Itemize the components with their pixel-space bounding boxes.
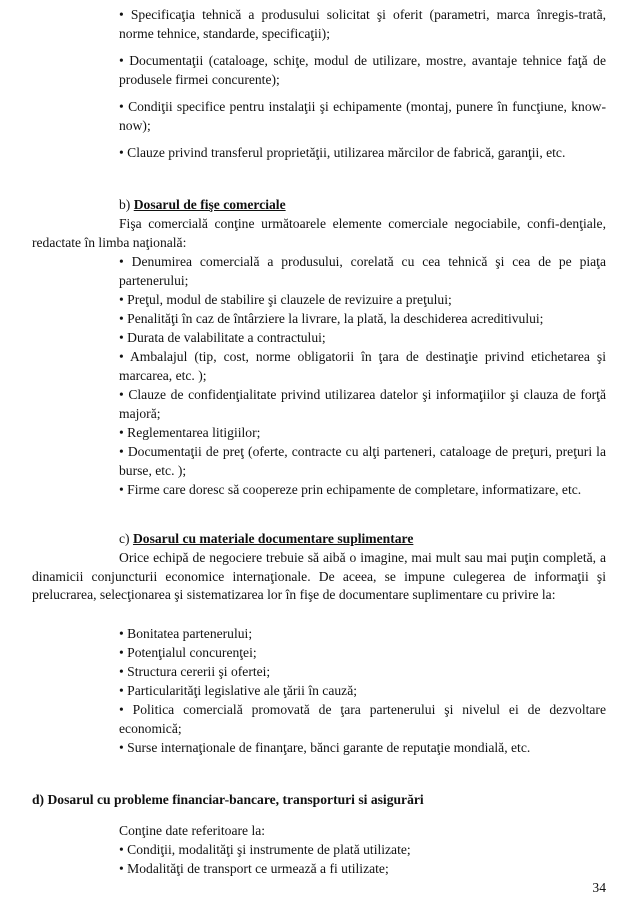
section-b-intro: Fişa comercială conţine următoarele elemente comerciale negociabile, confi-denţiale, redactate în limba naţională: (32, 216, 606, 250)
list-item: • Clauze privind transferul proprietăţii, utilizarea mărcilor de fabrică, garanţii, etc. (119, 145, 566, 160)
list-item: • Penalităţi în caz de întârziere la livrare, la plată, la deschiderea acreditivului; (119, 311, 544, 326)
list-item: • Documentaţii de preţ (oferte, contracte cu alţi parteneri, cataloage de preţuri, preţuri la burse, etc. ); (119, 444, 606, 478)
list-item: • Condiţii specifice pentru instalaţii şi echipamente (montaj, punere în funcţiune, know-now); (119, 99, 606, 133)
list-item: • Ambalajul (tip, cost, norme obligatorii în ţara de destinaţie privind etichetarea şi marcarea, etc. ); (119, 349, 606, 383)
list-item: • Reglementarea litigiilor; (119, 425, 261, 440)
list-item: • Specificaţia tehnică a produsului solicitat şi oferit (parametri, marca înregis-tratã, norme tehnice, standarde, specificaţii); (119, 7, 606, 41)
section-d-heading: d) Dosarul cu probleme financiar-bancare, transporturi si asigurări (32, 792, 424, 807)
list-item: • Modalităţi de transport ce urmează a fi utilizate; (119, 861, 389, 876)
section-b-prefix: b) (119, 197, 134, 212)
list-item: • Preţul, modul de stabilire şi clauzele de revizuire a preţului; (119, 292, 452, 307)
section-b-title: Dosarul de fişe comerciale (133, 197, 286, 212)
list-item: • Clauze de confidenţialitate privind utilizarea datelor şi informaţiilor şi clauza de forţă majoră; (119, 387, 606, 421)
page-number: 34 (592, 880, 606, 895)
list-item: • Particularităţi legislative ale ţării în cauză; (119, 683, 358, 698)
list-item: • Bonitatea partenerului; (119, 626, 253, 641)
list-item: • Potenţialul concurenţei; (119, 645, 257, 660)
section-d-intro: Conţine date referitoare la: (119, 823, 266, 838)
section-b-heading (119, 196, 606, 215)
section-c-title: Dosarul cu materiale documentare suplimentare (132, 531, 414, 546)
list-item: • Politica comercială promovată de ţara partenerului şi nivelul ei de dezvoltare economică; (119, 702, 606, 736)
section-c-intro: Orice echipă de negociere trebuie să aibă o imagine, mai mult sau mai puţin completă, a dinamicii conjuncturii economice internaţionale. De aceea, se impune culegerea de informaţii şi prelucrarea, selecţionarea şi sistematizarea lor în fişe de documentare suplimentare cu privire la: (32, 550, 606, 603)
list-item: • Denumirea comercială a produsului, corelată cu cea tehnică şi cea de pe piaţa partenerului; (119, 254, 606, 288)
list-item: • Surse internaţionale de finanţare, bănci garante de reputaţie mondială, etc. (119, 740, 531, 755)
list-item: • Condiţii, modalităţi şi instrumente de plată utilizate; (119, 842, 411, 857)
list-item: • Documentaţii (cataloage, schiţe, modul de utilizare, mostre, avantaje tehnice faţă de produsele firmei concurente); (119, 53, 606, 87)
list-item: • Durata de valabilitate a contractului; (119, 330, 326, 345)
section-c-heading (119, 530, 606, 549)
list-item: • Firme care doresc să coopereze prin echipamente de completare, informatizare, etc. (119, 482, 582, 497)
list-item: • Structura cererii şi ofertei; (119, 664, 271, 679)
section-c-prefix: c) (119, 531, 133, 546)
